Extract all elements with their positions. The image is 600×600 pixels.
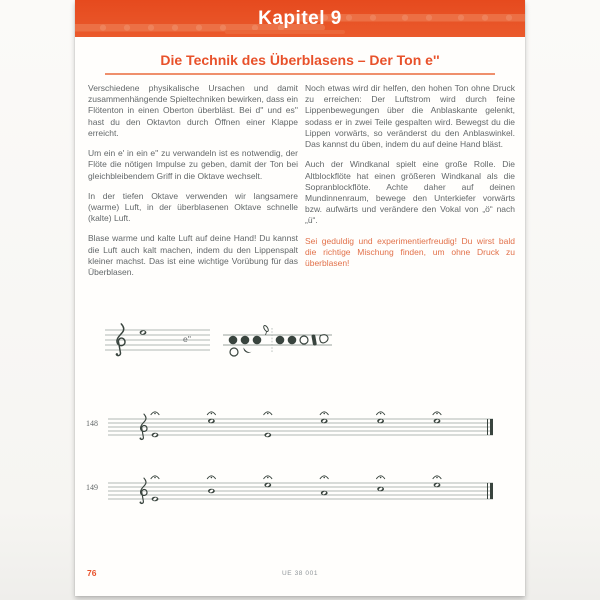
finger-hole-closed bbox=[229, 336, 238, 345]
clef-dot bbox=[116, 353, 118, 355]
paragraph: Blase warme und kalte Luft auf deine Hand! Du kannst die Luft auch kalt machen, indem du den Lippenspalt kleiner machst. Das ist eine wichtige Vorübung für das Überblasen. bbox=[88, 233, 298, 278]
upper-side-key-stem bbox=[266, 332, 267, 335]
chapter-banner bbox=[75, 0, 525, 37]
chapter-title: Kapitel 9 bbox=[258, 7, 342, 29]
fermata-dot bbox=[380, 477, 382, 479]
paragraph: In der tiefen Oktave verwenden wir langsamere (warme) Luft, in der überblasenen Oktave schnelle (kalte) Luft. bbox=[88, 190, 298, 224]
fermata-dot bbox=[267, 413, 269, 415]
fermata-dot bbox=[211, 477, 213, 479]
fermata-dot bbox=[436, 413, 438, 415]
fermata-dot bbox=[323, 413, 325, 415]
finger-hole-closed bbox=[253, 336, 262, 345]
fermata-dot bbox=[211, 413, 213, 415]
finger-hole-closed bbox=[276, 336, 285, 345]
exercise-148 bbox=[75, 398, 525, 446]
left-column bbox=[88, 83, 298, 287]
title-divider bbox=[105, 73, 495, 75]
fermata-dot bbox=[323, 477, 325, 479]
exercise-number: 148 bbox=[86, 419, 98, 428]
fermata-dot bbox=[154, 413, 156, 415]
paragraph: Noch etwas wird dir helfen, den hohen Ton ohne Druck zu erreichen: Der Luftstrom wird durch feine Lippenbewegungen über die Anblaskante gelenkt, sodass er in zwei Teile gespalten wird. Bewegst du die Lippen vorwärts, so veränderst du den Anblaswinkel. Das kannst du üben, indem du auf deine Hand bläst. bbox=[305, 83, 515, 150]
page bbox=[75, 0, 525, 596]
clef-dot bbox=[140, 437, 142, 439]
right-pinky-lever bbox=[320, 335, 328, 343]
right-pinky-key bbox=[311, 334, 317, 345]
barline-thick bbox=[490, 483, 493, 499]
finger-hole-closed bbox=[241, 336, 250, 345]
paragraph: Um ein e' in ein e'' zu verwandeln ist es notwendig, der Flöte die nötigen Impulse zu geben, damit der Ton bei gleichbleibendem Griff in die Oktave wechselt. bbox=[88, 148, 298, 181]
music-staff bbox=[106, 398, 496, 446]
paragraph: Auch der Windkanal spielt eine große Rolle. Die Altblockflöte hat einen größeren Windkanal als die Sopranblockflöte. Achte daher auf deinen Mundinnenraum, bewege den Unterkiefer vorwärts bzw. aufwärts und verändere den Vokal von „ö“ nach „ü“. bbox=[305, 159, 515, 226]
exercise-149 bbox=[75, 462, 525, 510]
fermata-dot bbox=[436, 477, 438, 479]
exercise-number: 149 bbox=[86, 483, 98, 492]
paragraph: Verschiedene physikalische Ursachen und damit zusammenhängende Spieltechniken bewirken, dass ein Flötenton in einen Oberton überbläst. Bei d'' und es'' hast du den Oktavton durch Öffnen einer Klappe erreicht. bbox=[88, 83, 298, 138]
section-title: Die Technik des Überblasens – Der Ton e'' bbox=[160, 52, 440, 68]
page-footer bbox=[75, 566, 525, 586]
thumb-lever bbox=[243, 348, 251, 353]
page-number: 76 bbox=[87, 568, 97, 578]
right-column bbox=[305, 83, 515, 278]
thumb-hole-open bbox=[230, 348, 238, 356]
barline-thick bbox=[490, 419, 493, 435]
note-name-label: e'' bbox=[183, 334, 191, 344]
finger-hole-closed bbox=[288, 336, 297, 345]
clef-dot bbox=[140, 501, 142, 503]
fermata-dot bbox=[154, 477, 156, 479]
upper-side-key bbox=[263, 325, 269, 333]
fingering-figure bbox=[75, 315, 525, 375]
finger-hole-open bbox=[300, 336, 308, 344]
note-and-fingering-chart bbox=[75, 315, 525, 375]
fermata-dot bbox=[380, 413, 382, 415]
music-staff bbox=[106, 462, 496, 510]
fermata-dot bbox=[267, 477, 269, 479]
catalog-number: UE 38 001 bbox=[281, 570, 319, 577]
highlight-paragraph: Sei geduldig und experimentierfreudig! Du wirst bald die richtige Mischung finden, um ohne Druck zu überblasen! bbox=[305, 235, 515, 269]
